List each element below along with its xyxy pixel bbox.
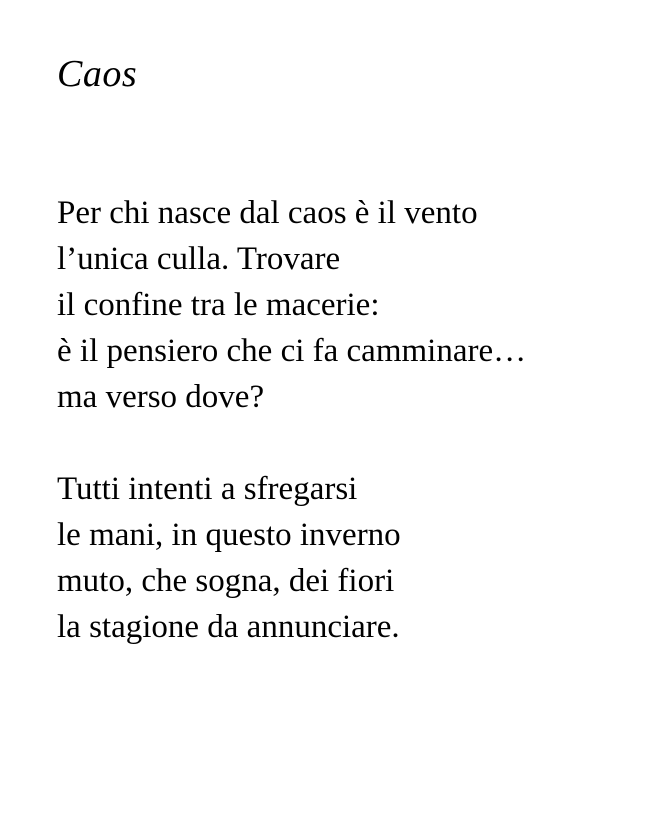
poem-line: ma verso dove? [57, 379, 265, 415]
poem-line: l’unica culla. Trovare [57, 241, 341, 277]
poem-line: Per chi nasce dal caos è il vento [57, 195, 478, 231]
poem-line: Tutti intenti a sfregarsi [57, 471, 358, 507]
poem-line: il confine tra le macerie: [57, 287, 380, 323]
poem-line: le mani, in questo inverno [57, 517, 401, 553]
stanza-2 [57, 466, 638, 650]
poem-line: la stagione da annunciare. [57, 609, 400, 645]
poem-line: è il pensiero che ci fa camminare… [57, 333, 527, 369]
poem-title: Caos [57, 53, 138, 95]
poem-line: muto, che sogna, dei fiori [57, 563, 395, 599]
stanza-1 [57, 190, 638, 420]
